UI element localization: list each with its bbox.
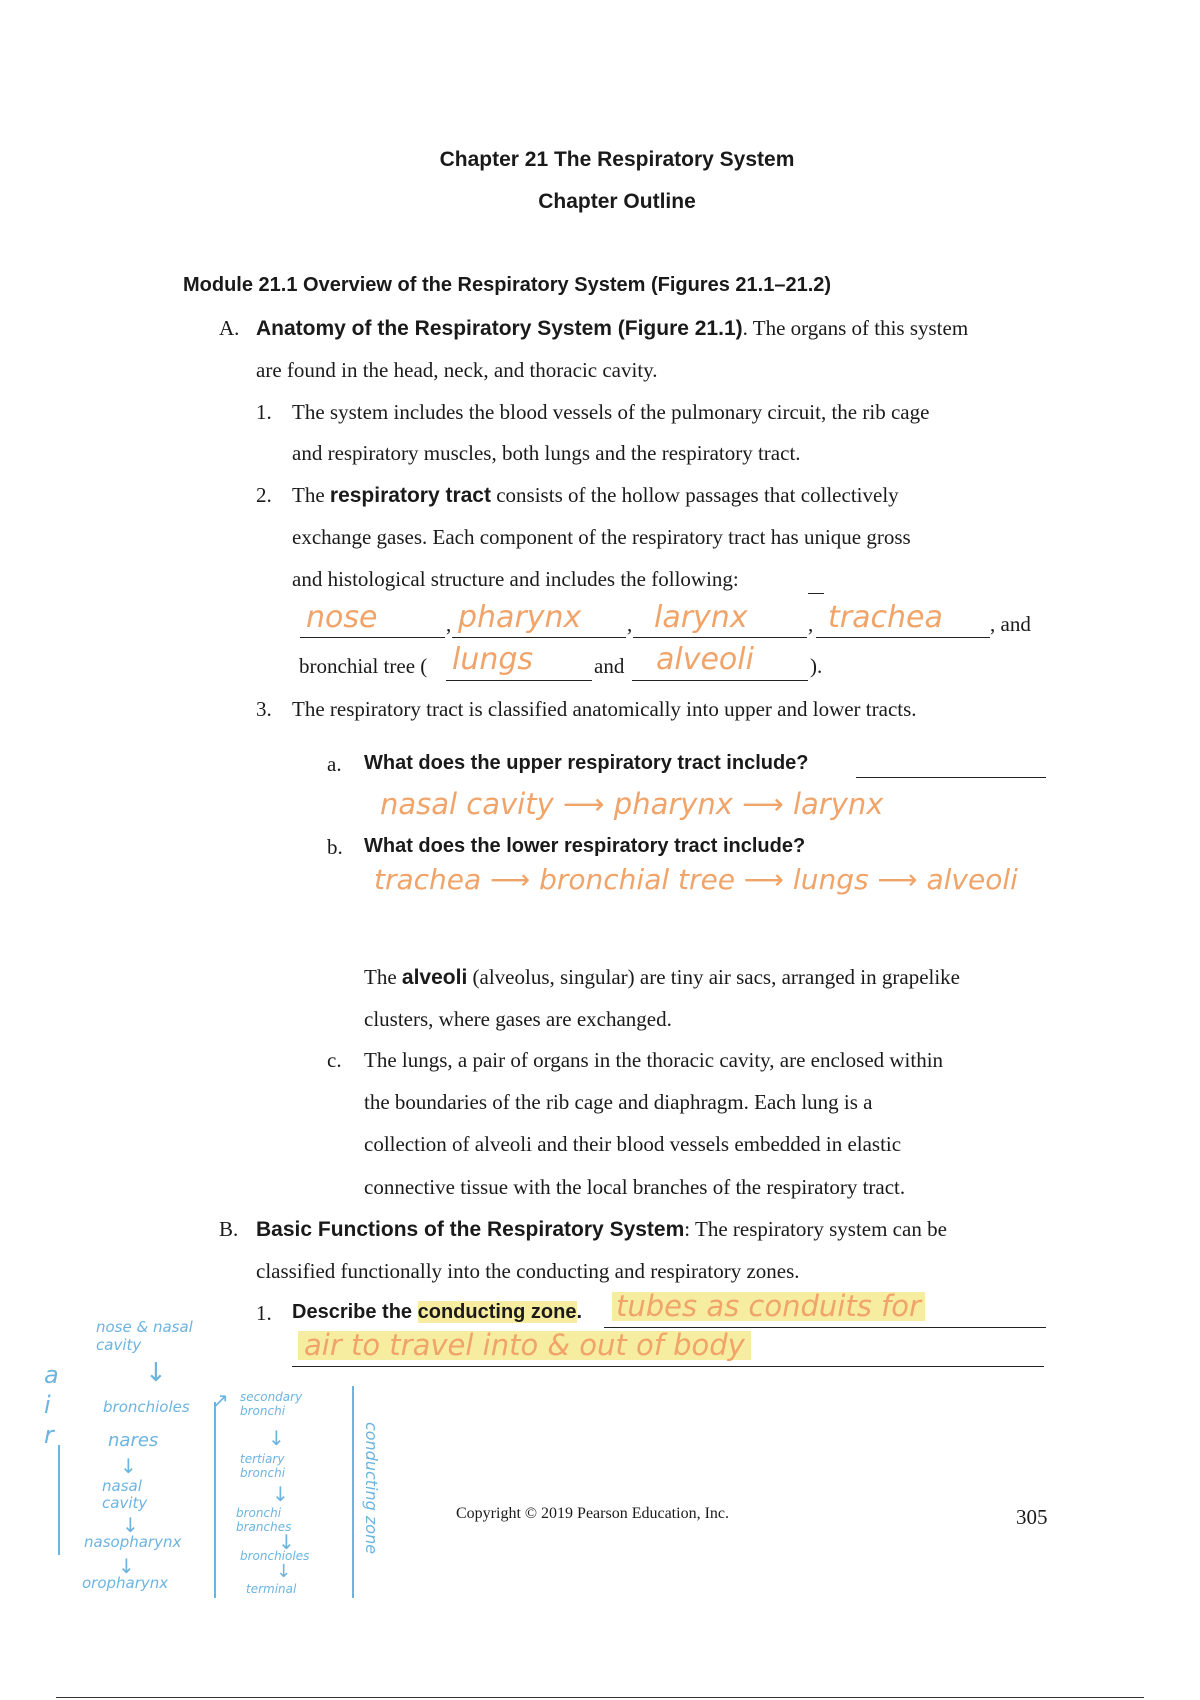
qb-answer: trachea ⟶ bronchial tree ⟶ lungs ⟶ alveoli (374, 863, 1018, 896)
bracket-line (214, 1402, 216, 1598)
arrow-right-icon: ↗ (212, 1388, 229, 1412)
itemc-line3: collection of alveoli and their blood vessels embedded in elastic (364, 1132, 902, 1156)
qa-question: What does the upper respiratory tract include? (364, 752, 809, 774)
alveoli-term: alveoli (401, 966, 468, 989)
blank-4-line (816, 637, 990, 638)
arrow-down-icon: ↓ (120, 1454, 137, 1478)
arrow-down-icon: ↓ (276, 1561, 292, 1582)
comma-1: , (446, 612, 452, 636)
diagram-left-5: oropharynx (82, 1574, 169, 1592)
module-heading: Module 21.1 Overview of the Respiratory System (Figures 21.1–21.2) (183, 274, 832, 296)
item2-num: 2. (256, 483, 272, 507)
b-item1-post: . (576, 1301, 583, 1323)
comma-2: , (627, 612, 633, 636)
item1-line1: The system includes the blood vessels of the pulmonary circuit, the rib cage (292, 400, 930, 424)
blank-5-line (446, 680, 592, 681)
arrow-down-icon: ↓ (122, 1513, 139, 1537)
item1-num: 1. (256, 400, 272, 424)
itemc-line4: connective tissue with the local branches of the respiratory tract. (364, 1175, 906, 1199)
qa-letter: a. (327, 752, 342, 776)
b-answer-line2 (292, 1366, 1044, 1367)
b-item1-num: 1. (256, 1301, 272, 1325)
qa-answer-line (856, 777, 1046, 778)
item2-line1-rest: consists of the hollow passages that collectively (490, 483, 899, 507)
and-mid: and (594, 654, 625, 678)
close-paren: ). (810, 654, 823, 678)
zone-label: conducting zone (362, 1421, 382, 1555)
qa-answer: nasal cavity ⟶ pharynx ⟶ larynx (380, 787, 884, 821)
chapter-subtitle: Chapter Outline (538, 190, 696, 213)
diagram-left-2: nares (108, 1430, 159, 1451)
itemc-letter: c. (327, 1048, 342, 1072)
item2-line3: and histological structure and includes the following: (292, 567, 739, 591)
blank-2-line (452, 637, 626, 638)
blank-4-answer: trachea (828, 600, 943, 635)
diagram-right-2: bronchi branches (236, 1506, 292, 1534)
diagram-left-1: bronchioles (103, 1398, 190, 1416)
blank-3-answer: larynx (654, 600, 748, 635)
section-b-line1 (256, 1217, 947, 1242)
item2-line1 (292, 483, 899, 508)
section-a-heading: Anatomy of the Respiratory System (Figure 21.1) (256, 317, 743, 340)
blank-6-line (632, 680, 808, 681)
air-arrow-line (58, 1445, 60, 1555)
page-bottom-rule (56, 1697, 1144, 1698)
and-text: , and (990, 612, 1031, 636)
conducting-zone-term: conducting zone (417, 1301, 577, 1323)
arrow-down-icon: ↓ (268, 1426, 285, 1450)
b-item1-pre: Describe the (292, 1301, 418, 1323)
chapter-title: Chapter 21 The Respiratory System (439, 148, 795, 171)
blank-underline (808, 593, 824, 594)
conducting-answer-1: tubes as conduits for (612, 1292, 925, 1321)
section-a-line2: are found in the head, neck, and thoracic cavity. (256, 358, 658, 382)
comma-3: , (808, 612, 814, 636)
alveoli-line1-rest: (alveolus, singular) are tiny air sacs, arranged in grapelike (467, 965, 961, 989)
blank-5-answer: lungs (452, 642, 534, 677)
diagram-left-3: nasal cavity (102, 1477, 148, 1512)
copyright: Copyright © 2019 Pearson Education, Inc. (456, 1505, 729, 1522)
alveoli-line2: clusters, where gases are exchanged. (364, 1007, 672, 1031)
blank-2-answer: pharynx (458, 600, 582, 635)
blank-1-answer: nose (306, 600, 378, 635)
section-a-text1: . The organs of this system (742, 316, 969, 340)
alveoli-line1 (364, 965, 960, 990)
page-number: 305 (1016, 1505, 1048, 1529)
itemc-line2: the boundaries of the rib cage and diaphragm. Each lung is a (364, 1090, 873, 1114)
air-label: a i r (44, 1361, 59, 1449)
qb-letter: b. (327, 835, 343, 859)
alveoli-pre: The (364, 965, 402, 989)
item3-text: The respiratory tract is classified anatomically into upper and lower tracts. (292, 697, 917, 721)
diagram-right-0: secondary bronchi (240, 1390, 303, 1418)
item2-pre: The (292, 483, 330, 507)
section-a-line1 (256, 316, 968, 341)
qb-question: What does the lower respiratory tract include? (364, 835, 806, 857)
arrow-down-icon: ↓ (118, 1554, 135, 1578)
section-a-letter: A. (219, 316, 240, 340)
section-b-line1-rest: : The respiratory system can be (684, 1217, 947, 1241)
bronchial-tree-label: bronchial tree ( (299, 654, 428, 678)
blank-3-line (633, 637, 807, 638)
blank-6-answer: alveoli (656, 642, 754, 677)
diagram-right-3: bronchioles (240, 1549, 310, 1563)
section-b-heading: Basic Functions of the Respiratory System (256, 1218, 685, 1241)
respiratory-tract-term: respiratory tract (329, 484, 491, 507)
section-b-letter: B. (219, 1217, 239, 1241)
b-item1-text (292, 1301, 582, 1324)
arrow-down-icon: ↓ (272, 1482, 289, 1506)
itemc-line1: The lungs, a pair of organs in the thoracic cavity, are enclosed within (364, 1048, 944, 1072)
conducting-answer-2: air to travel into & out of body (298, 1331, 751, 1360)
section-b-line2: classified functionally into the conducting and respiratory zones. (256, 1259, 800, 1283)
item3-num: 3. (256, 697, 272, 721)
blank-1-line (300, 637, 445, 638)
item1-line2: and respiratory muscles, both lungs and the respiratory tract. (292, 441, 801, 465)
diagram-right-4: terminal (246, 1582, 297, 1596)
arrow-down-icon: ↓ (278, 1530, 295, 1554)
item2-line2: exchange gases. Each component of the respiratory tract has unique gross (292, 525, 911, 549)
diagram-right-1: tertiary bronchi (240, 1452, 286, 1480)
diagram-left-4: nasopharynx (84, 1533, 182, 1551)
diagram-left-0: nose & nasal cavity (96, 1318, 193, 1354)
arrow-down-icon: ↓ (145, 1358, 167, 1388)
zone-bracket-line (352, 1386, 354, 1598)
